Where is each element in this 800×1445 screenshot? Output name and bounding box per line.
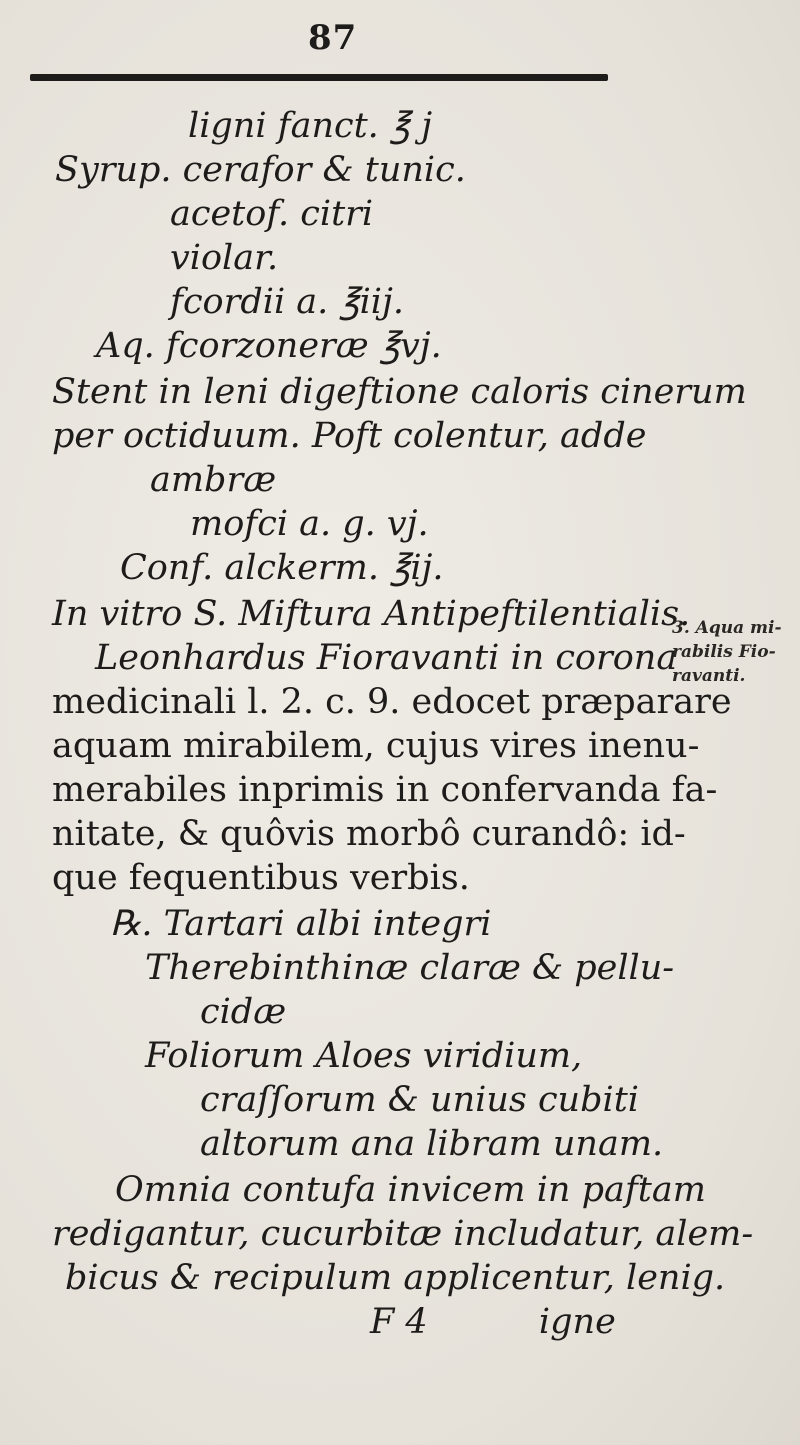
margin-note-line: 3. Aqua mi- bbox=[672, 618, 782, 638]
text-line: ℞. Tartari albi integri bbox=[110, 904, 492, 944]
margin-note-line: rabilis Fio- bbox=[672, 642, 776, 662]
text-line: que fequentibus verbis. bbox=[52, 858, 470, 898]
text-line: redigantur, cucurbitæ includatur, alem- bbox=[52, 1214, 754, 1254]
text-line: craſſorum & unius cubiti bbox=[200, 1080, 639, 1120]
text-line: bicus & recipulum applicentur, lenig. bbox=[65, 1258, 726, 1298]
text-line: Omnia contufa invicem in paftam bbox=[115, 1170, 706, 1210]
text-line: ambræ bbox=[150, 460, 277, 500]
text-line: aquam mirabilem, cujus vires inenu- bbox=[52, 726, 700, 766]
text-line: fcordii a. ℥iij. bbox=[170, 282, 404, 322]
text-line: Aq. fcorzoneræ ℥vj. bbox=[96, 326, 442, 366]
text-line: Stent in leni digeftione caloris cinerum bbox=[52, 372, 747, 412]
text-line: Foliorum Aloes viridium, bbox=[145, 1036, 583, 1076]
text-line: Syrup. cerafor & tunic. bbox=[55, 150, 466, 190]
text-line: altorum ana libram unam. bbox=[200, 1124, 664, 1164]
text-line: acetof. citri bbox=[170, 194, 374, 234]
header-rule bbox=[30, 74, 608, 81]
text-line: nitate, & quôvis morbô curandô: id- bbox=[52, 814, 686, 854]
text-line: medicinali l. 2. c. 9. edocet præparare bbox=[52, 682, 732, 722]
text-line: Conf. alckerm. ℥ij. bbox=[120, 548, 444, 588]
text-line: ligni fanct. ℥ j bbox=[188, 106, 433, 146]
page-number: 87 bbox=[308, 18, 358, 58]
text-line: Therebinthinæ claræ & pellu- bbox=[145, 948, 675, 988]
text-line: merabiles inprimis in confervanda fa- bbox=[52, 770, 718, 810]
text-line: Leonhardus Fioravanti in corona bbox=[95, 638, 678, 678]
catchword-line: F 4 igne bbox=[370, 1302, 616, 1342]
margin-note-line: ravanti. bbox=[672, 666, 746, 686]
text-line: In vitro S. Miftura Antipeftilentialis. bbox=[52, 594, 691, 634]
text-line: per octiduum. Poft colentur, adde bbox=[52, 416, 647, 456]
text-line: mofci a. g. vj. bbox=[190, 504, 429, 544]
text-line: violar. bbox=[170, 238, 279, 278]
text-line: cidæ bbox=[200, 992, 287, 1032]
margin-note bbox=[672, 616, 796, 688]
